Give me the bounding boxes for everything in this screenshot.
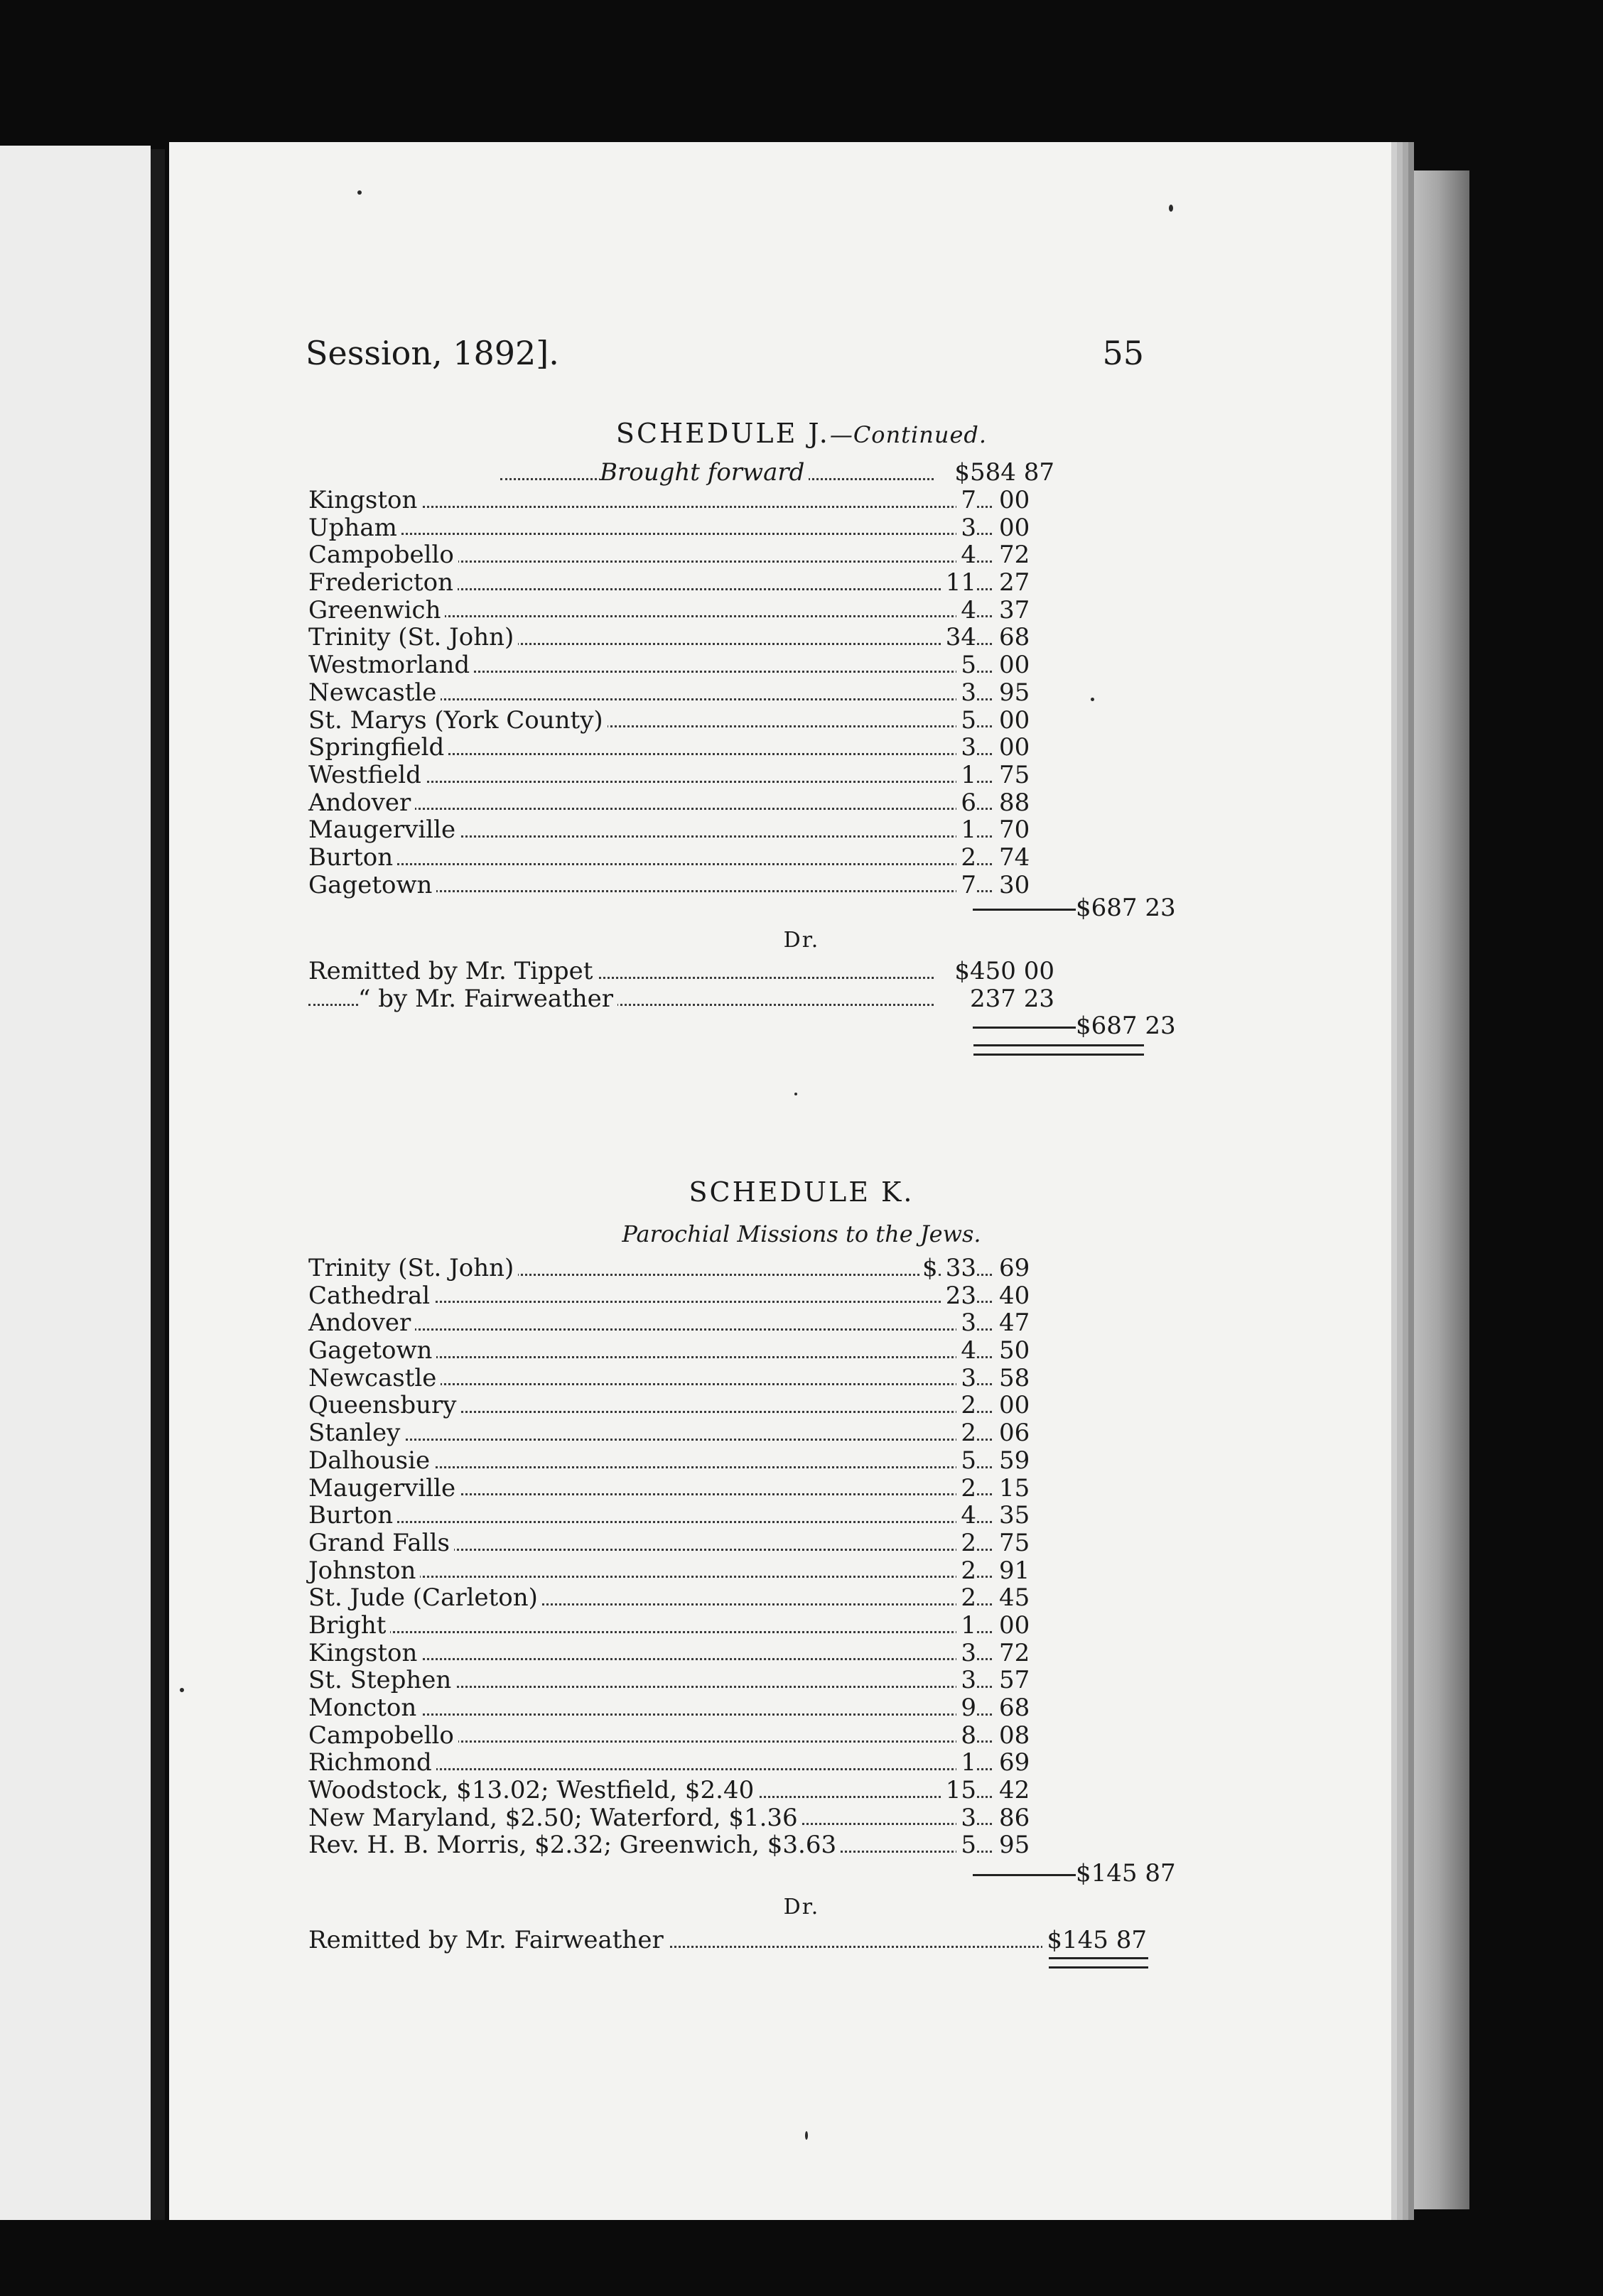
entry-name: Trinity (St. John) [308, 624, 518, 651]
amount-dollars: 4 [956, 541, 976, 568]
brought-forward-amount: $584 87 [950, 459, 1054, 486]
amount-dollars: 3 [956, 1365, 976, 1392]
schedule-j-title-suffix: —Continued. [829, 421, 988, 448]
total-dash [973, 909, 1076, 911]
amount-dollars: 3 [956, 1667, 976, 1694]
list-item [308, 1419, 1147, 1447]
entry-name: Maugerville [308, 1475, 460, 1502]
amount-cents: 69 [999, 1254, 1030, 1282]
amount-cents: 00 [999, 651, 1030, 680]
schedule-k-dr-heading: Dr. [783, 1895, 820, 1919]
remitted-amount: $145 87 [1042, 1927, 1147, 1954]
amount-dollars: 2 [956, 1419, 976, 1446]
entry-name: Johnston [308, 1557, 420, 1584]
schedule-j-remitted [308, 958, 1147, 1012]
entry-name: Maugerville [308, 816, 460, 843]
remitted-row [308, 958, 1147, 985]
list-item [308, 651, 1147, 679]
entry-name: Greenwich [308, 597, 445, 624]
list-item [308, 569, 1147, 597]
list-item [308, 1392, 1147, 1419]
amount-cents: 08 [999, 1721, 1030, 1750]
amount-cents: 68 [999, 1694, 1030, 1722]
list-item [308, 1804, 1147, 1832]
entry-name: Stanley [308, 1419, 404, 1446]
schedule-j-total-line [308, 894, 1176, 923]
entry-name: Moncton [308, 1694, 421, 1721]
amount-dollars: 33 [941, 1255, 976, 1282]
remitted-amount: 237 23 [966, 985, 1054, 1012]
list-item [308, 514, 1147, 542]
list-item [308, 1447, 1147, 1475]
schedule-j-dr-heading: Dr. [783, 928, 820, 953]
entry-name: Newcastle [308, 679, 441, 706]
amount-dollars: 7 [956, 872, 976, 899]
amount-cents: 72 [999, 541, 1030, 570]
entry-name: Westmorland [308, 651, 474, 678]
scan-speck [805, 2131, 808, 2140]
entry-name: Cathedral [308, 1282, 434, 1309]
entry-name: St. Stephen [308, 1667, 455, 1694]
entry-name: Fredericton [308, 569, 458, 596]
amount-cents: 00 [999, 733, 1030, 762]
list-item [308, 1365, 1147, 1392]
amount-dollars: 2 [956, 1392, 976, 1419]
amount-dollars: 23 [941, 1282, 976, 1309]
leader-dots [308, 533, 992, 535]
amount-cents: 57 [999, 1666, 1030, 1695]
entry-name: Kingston [308, 487, 421, 514]
amount-cents: 00 [999, 1610, 1030, 1640]
schedule-k-total-line [308, 1859, 1176, 1888]
amount-cents: 00 [999, 486, 1030, 514]
list-item [308, 1255, 1147, 1282]
list-item [308, 624, 1147, 651]
list-item [308, 1722, 1147, 1750]
entry-name: Upham [308, 514, 401, 541]
remitted-amount: $450 00 [950, 958, 1054, 985]
entry-name: Gagetown [308, 1337, 436, 1364]
brought-forward-label: Brought forward [600, 459, 809, 486]
amount-dollars: 3 [956, 734, 976, 761]
schedule-j-title-text: SCHEDULE J. [615, 418, 830, 449]
schedule-j-brought-forward [308, 459, 1147, 487]
list-item [308, 1584, 1147, 1612]
amount-cents: 75 [999, 760, 1030, 789]
list-item [308, 1309, 1147, 1337]
remitted-name: “ by Mr. Fairweather [358, 985, 617, 1012]
amount-cents: 95 [999, 1831, 1030, 1860]
entry-name: Rev. H. B. Morris, $2.32; Greenwich, $3.63 [308, 1831, 841, 1858]
amount-dollars: 4 [956, 1337, 976, 1364]
amount-dollars: 3 [956, 1804, 976, 1831]
list-item [308, 789, 1147, 817]
schedule-j-total: $687 23 [1076, 894, 1176, 922]
entry-name: Queensbury [308, 1392, 460, 1419]
entry-name: Burton [308, 844, 397, 871]
session-label: Session, 1892]. [306, 334, 559, 372]
entry-name: Richmond [308, 1749, 436, 1776]
list-item [308, 1777, 1147, 1804]
amount-cents: 88 [999, 788, 1030, 817]
amount-cents: 27 [999, 568, 1030, 597]
list-item [308, 1475, 1147, 1502]
leader-dots [308, 1439, 992, 1441]
amount-dollars: 3 [956, 1640, 976, 1667]
leader-dots [308, 1521, 992, 1523]
entry-name: Kingston [308, 1640, 421, 1667]
amount-cents: 00 [999, 513, 1030, 542]
entry-name: Campobello [308, 1722, 458, 1749]
list-item [308, 1640, 1147, 1667]
amount-cents: 45 [999, 1583, 1030, 1613]
total-dash [973, 1874, 1076, 1876]
list-item [308, 679, 1147, 707]
amount-cents: 47 [999, 1309, 1030, 1338]
entry-name: Grand Falls [308, 1529, 454, 1556]
entry-name: Newcastle [308, 1365, 441, 1392]
amount-cents: 50 [999, 1336, 1030, 1365]
amount-cents: 37 [999, 595, 1030, 624]
amount-cents: 72 [999, 1638, 1030, 1667]
scan-speck [180, 1688, 184, 1692]
amount-cents: 74 [999, 843, 1030, 872]
page-number: 55 [1102, 334, 1144, 372]
double-rule [1049, 1957, 1148, 1969]
entry-name: Gagetown [308, 872, 436, 899]
amount-dollars: 6 [956, 789, 976, 816]
remitted-row [308, 985, 1147, 1013]
amount-cents: 42 [999, 1776, 1030, 1805]
list-item [308, 1282, 1147, 1310]
entry-name: New Maryland, $2.50; Waterford, $1.36 [308, 1804, 802, 1831]
list-item [308, 597, 1147, 624]
amount-dollars: 1 [956, 816, 976, 843]
list-item [308, 1529, 1147, 1557]
list-item [308, 1612, 1147, 1640]
total-dash [973, 1027, 1076, 1029]
amount-dollars: 11 [941, 569, 976, 596]
entry-name: Andover [308, 1309, 415, 1336]
list-item [308, 734, 1147, 762]
schedule-j-list [308, 487, 1147, 899]
entry-name: Bright [308, 1612, 390, 1639]
schedule-k-subtitle: Parochial Missions to the Jews. [622, 1220, 981, 1247]
amount-dollars: 2 [956, 844, 976, 871]
amount-dollars: 5 [956, 1831, 976, 1858]
amount-dollars: 1 [956, 1749, 976, 1776]
amount-cents: 15 [999, 1473, 1030, 1502]
schedule-k-total: $145 87 [1076, 1859, 1176, 1888]
remitted-row [308, 1927, 1147, 1954]
amount-dollars: 2 [956, 1584, 976, 1611]
amount-dollars: 34 [941, 624, 976, 651]
schedule-j-title [0, 418, 1603, 449]
amount-cents: 95 [999, 678, 1030, 707]
schedule-k-remitted [308, 1927, 1147, 1954]
schedule-k-title: SCHEDULE K. [689, 1176, 914, 1208]
leader-dots [308, 863, 992, 865]
scan-speck [794, 1093, 797, 1095]
amount-dollars: 7 [956, 487, 976, 514]
list-item [308, 1337, 1147, 1365]
entry-name: Springfield [308, 734, 448, 761]
entry-name: Burton [308, 1502, 397, 1529]
list-item [308, 844, 1147, 872]
list-item [308, 762, 1147, 789]
amount-dollars: 15 [941, 1777, 976, 1804]
amount-dollars: 1 [956, 1612, 976, 1639]
amount-cents: 06 [999, 1419, 1030, 1448]
amount-cents: 86 [999, 1803, 1030, 1832]
amount-cents: 70 [999, 816, 1030, 845]
amount-dollars: 8 [956, 1722, 976, 1749]
entry-name: St. Jude (Carleton) [308, 1584, 542, 1611]
amount-dollars: 9 [956, 1694, 976, 1721]
list-item [308, 707, 1147, 735]
amount-cents: 75 [999, 1528, 1030, 1557]
amount-cents: 35 [999, 1501, 1030, 1530]
running-header [306, 334, 1144, 384]
list-item [308, 1667, 1147, 1694]
remitted-name: Remitted by Mr. Fairweather [308, 1927, 668, 1954]
amount-dollars: 3 [956, 679, 976, 706]
schedule-j-remitted-total: $687 23 [1076, 1012, 1176, 1040]
amount-dollars: 2 [956, 1557, 976, 1584]
list-item [308, 1694, 1147, 1722]
scan-speck [357, 190, 362, 195]
amount-cents: 59 [999, 1446, 1030, 1475]
entry-name: Woodstock, $13.02; Westfield, $2.40 [308, 1777, 758, 1804]
amount-cents: 00 [999, 1391, 1030, 1420]
amount-dollars: 3 [956, 514, 976, 541]
entry-name: Andover [308, 789, 415, 816]
amount-dollars: 4 [956, 597, 976, 624]
amount-dollars: 5 [956, 1447, 976, 1474]
leader-dots [308, 1631, 992, 1633]
entry-name: Campobello [308, 541, 458, 568]
entry-name: St. Marys (York County) [308, 707, 608, 734]
remitted-name: Remitted by Mr. Tippet [308, 958, 597, 985]
list-item [308, 1749, 1147, 1777]
entry-name: Dalhousie [308, 1447, 434, 1474]
list-item [308, 1557, 1147, 1585]
amount-cents: 00 [999, 705, 1030, 735]
amount-dollars: 4 [956, 1502, 976, 1529]
list-item [308, 1831, 1147, 1859]
list-item [308, 487, 1147, 514]
list-item [308, 816, 1147, 844]
amount-dollars: 2 [956, 1475, 976, 1502]
double-rule [973, 1044, 1144, 1056]
amount-cents: 30 [999, 870, 1030, 899]
amount-dollars: 5 [956, 707, 976, 734]
amount-cents: 40 [999, 1281, 1030, 1310]
amount-cents: 58 [999, 1363, 1030, 1392]
amount-cents: 68 [999, 623, 1030, 652]
entry-name: Westfield [308, 762, 426, 789]
schedule-j-remitted-total-line [308, 1012, 1176, 1041]
amount-dollars: 5 [956, 651, 976, 678]
list-item [308, 541, 1147, 569]
scan-speck [1091, 698, 1094, 701]
amount-dollars: 3 [956, 1309, 976, 1336]
amount-cents: 91 [999, 1556, 1030, 1585]
schedule-k-list [308, 1255, 1147, 1859]
list-item [308, 1502, 1147, 1529]
entry-name: Trinity (St. John) [308, 1255, 518, 1282]
currency-sign: $ [919, 1255, 938, 1282]
amount-cents: 69 [999, 1748, 1030, 1777]
scan-speck [1169, 205, 1173, 212]
amount-dollars: 1 [956, 762, 976, 789]
amount-dollars: 2 [956, 1529, 976, 1556]
